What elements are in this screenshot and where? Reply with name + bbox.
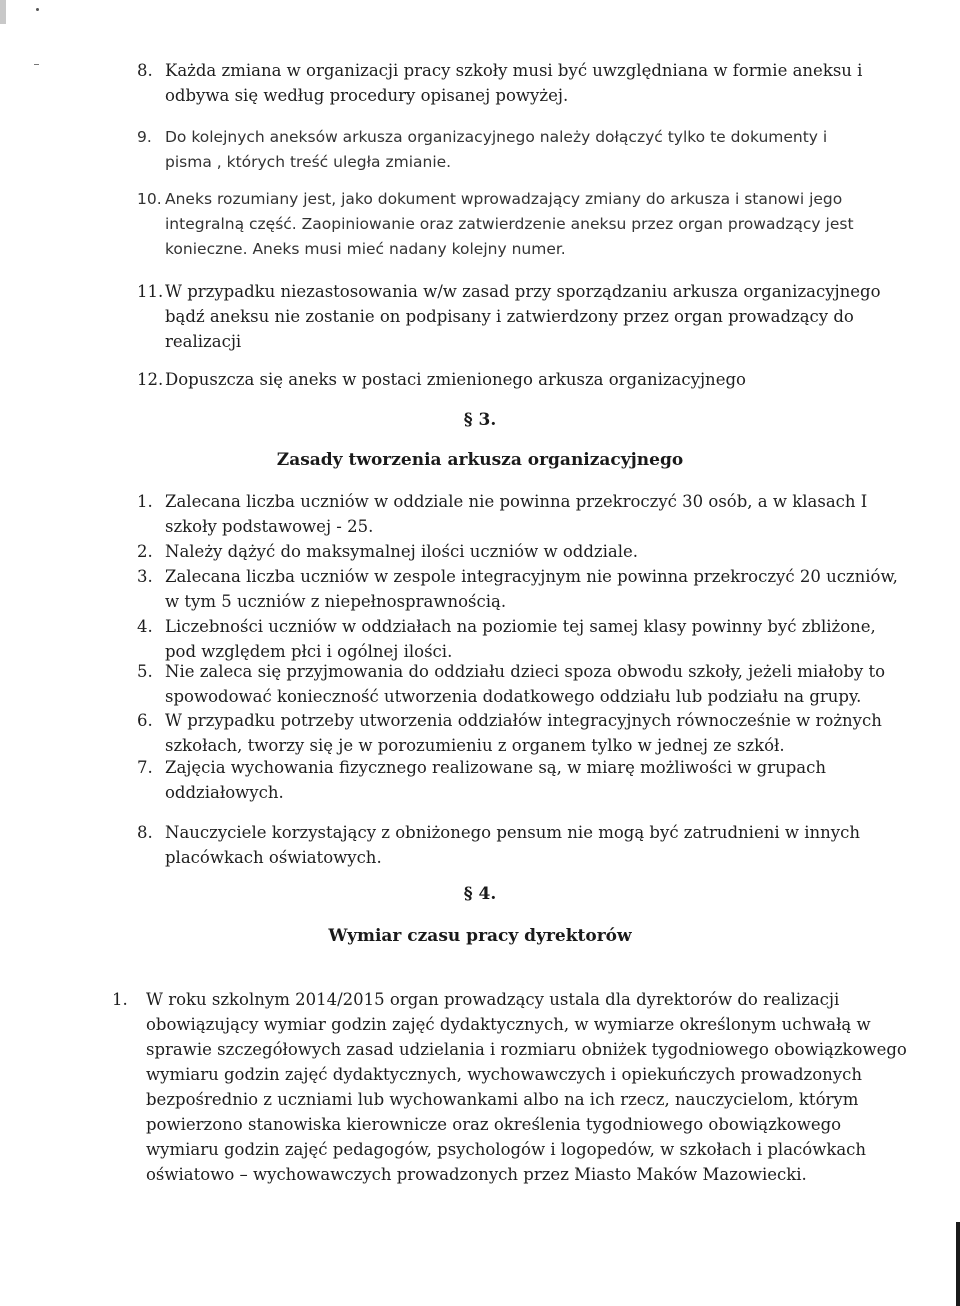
item-number: 9. xyxy=(137,128,152,146)
item-text: Liczebności uczniów w oddziałach na poziomie tej samej klasy powinny być zbliżone, pod względem płci i ogólnej ilości. xyxy=(165,617,876,661)
section-mark: § 3. xyxy=(463,410,497,430)
item-number: 12. xyxy=(137,370,164,389)
item-number: 5. xyxy=(137,662,153,681)
item-number: 6. xyxy=(137,711,153,730)
scan-artifact xyxy=(956,1222,960,1306)
item-number: 8. xyxy=(137,61,153,80)
item-number: 8. xyxy=(137,823,153,842)
item-number: 1. xyxy=(137,492,153,511)
scan-artifact xyxy=(34,64,39,65)
item-number: 4. xyxy=(137,617,153,636)
item-text: W przypadku niezastosowania w/w zasad przy sporządzaniu arkusza organizacyjnego bądź aneksu nie zostanie on podpisany i zatwierdzony przez organ prowadzący do realizacji xyxy=(165,282,881,351)
item-number: 10. xyxy=(137,190,162,208)
item-text: Aneks rozumiany jest, jako dokument wprowadzający zmiany do arkusza i stanowi jego integralną część. Zaopiniowanie oraz zatwierdzenie aneksu przez organ prowadzący jest konieczne. Aneks musi mieć nadany kolejny numer. xyxy=(165,190,854,258)
item-number: 7. xyxy=(137,758,153,777)
item-text: W roku szkolnym 2014/2015 organ prowadzący ustala dla dyrektorów do realizacji obowiązujący wymiar godzin zajęć dydaktycznych, w wymiarze określonym uchwałą w sprawie szczegółowych zasad udzielania i rozmiaru obniżek tygodniowego obowiązkowego wymiaru godzin zajęć dydaktycznych, wychowawczych i opiekuńczych prowadzonych bezpośrednio z uczniami lub wychowankami albo na ich rzecz, nauczycielom, którym powierzono stanowiska kierownicze oraz określenia tygodniowego obowiązkowego wymiaru godzin zajęć pedagogów, psychologów i logopedów, w szkołach i placówkach oświatowo – wychowawczych prowadzonych przez Miasto Maków Mazowiecki. xyxy=(146,990,907,1184)
item-number: 11. xyxy=(137,282,164,301)
section-title: Zasady tworzenia arkusza organizacyjnego xyxy=(276,450,684,470)
item-text: Nie zaleca się przyjmowania do oddziału dzieci spoza obwodu szkoły, jeżeli miałoby to spowodować konieczność utworzenia dodatkowego oddziału lub podziału na grupy. xyxy=(165,662,886,706)
scan-artifact xyxy=(0,0,6,24)
item-text: Do kolejnych aneksów arkusza organizacyjnego należy dołączyć tylko te dokumenty i pisma , których treść uległa zmianie. xyxy=(165,128,828,171)
item-text: Nauczyciele korzystający z obniżonego pensum nie mogą być zatrudnieni w innych placówkach oświatowych. xyxy=(165,823,860,867)
item-number: 2. xyxy=(137,542,153,561)
item-text: Zalecana liczba uczniów w oddziale nie powinna przekroczyć 30 osób, a w klasach I szkoły podstawowej - 25. xyxy=(165,492,868,536)
scan-artifact xyxy=(36,8,39,11)
item-text: Każda zmiana w organizacji pracy szkoły musi być uwzględniana w formie aneksu i odbywa się według procedury opisanej powyżej. xyxy=(165,61,863,105)
item-text: Zajęcia wychowania fizycznego realizowane są, w miarę możliwości w grupach oddziałowych. xyxy=(165,758,826,802)
item-text: Zalecana liczba uczniów w zespole integracyjnym nie powinna przekroczyć 20 uczniów, w tym 5 uczniów z niepełnosprawnością. xyxy=(165,567,898,611)
item-text: Należy dążyć do maksymalnej ilości uczniów w oddziale. xyxy=(165,542,639,561)
item-number: 1. xyxy=(112,990,128,1009)
item-text: W przypadku potrzeby utworzenia oddziałów integracyjnych równocześnie w rożnych szkołach, tworzy się je w porozumieniu z organem tylko w jednej ze szkół. xyxy=(165,711,882,755)
section-mark: § 4. xyxy=(463,884,497,904)
item-text: Dopuszcza się aneks w postaci zmienionego arkusza organizacyjnego xyxy=(165,370,746,389)
section-title: Wymiar czasu pracy dyrektorów xyxy=(328,926,632,946)
item-number: 3. xyxy=(137,567,153,586)
